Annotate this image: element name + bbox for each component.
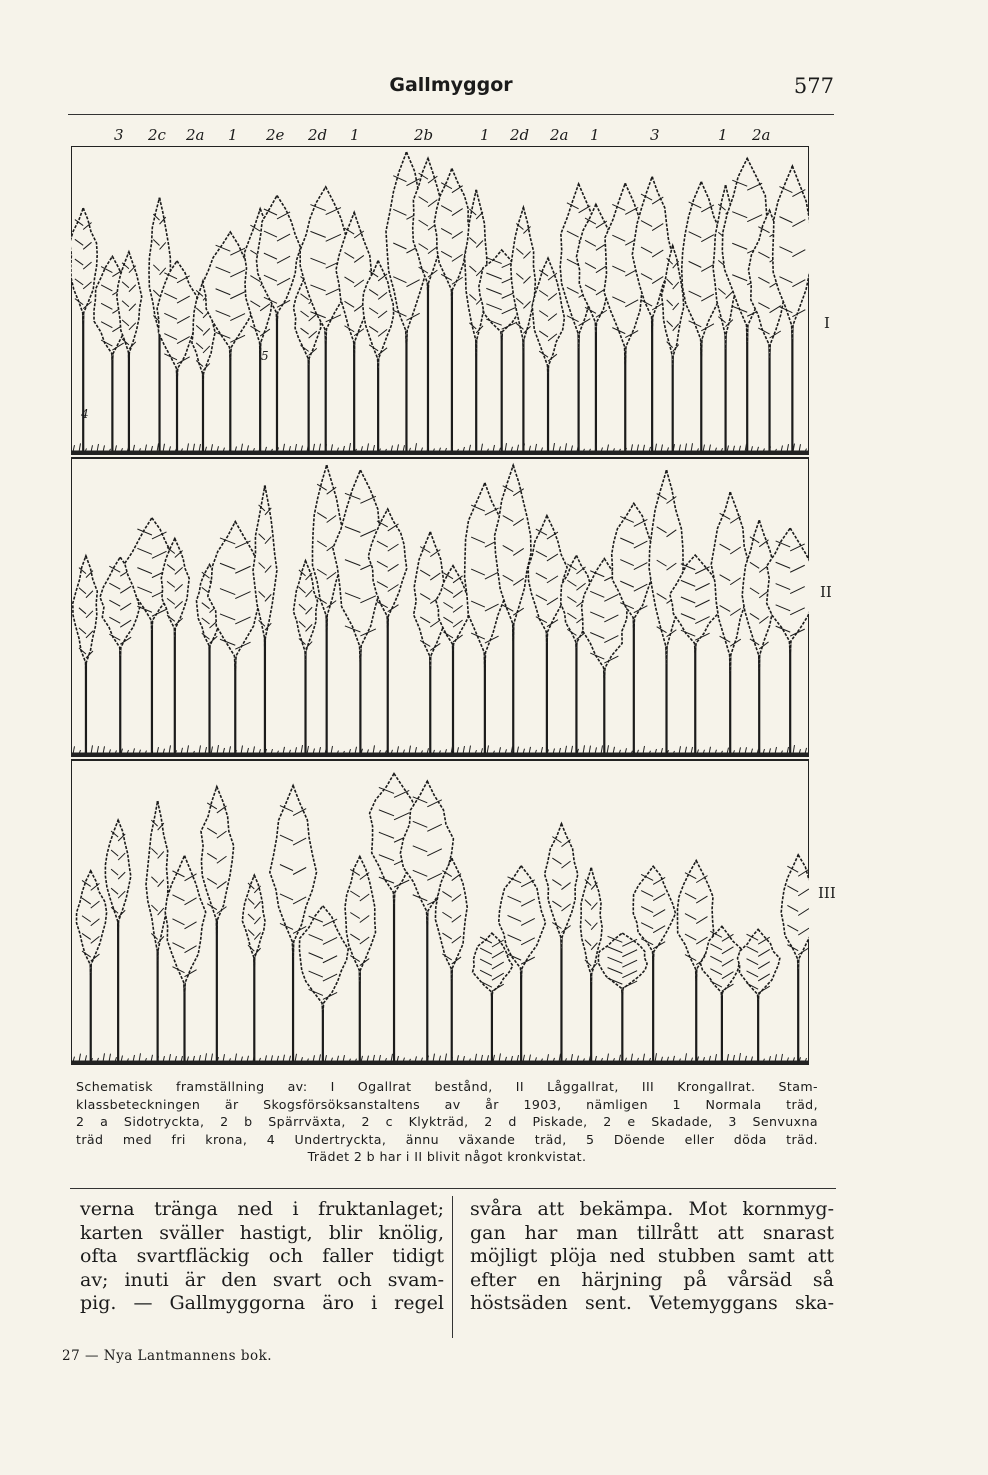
tree <box>73 556 98 753</box>
tree <box>738 929 780 1061</box>
stem-label: 2a <box>752 126 771 144</box>
caption-line: träd med fri krona, 4 Undertryckta, ännu växande träd, 5 Döende eller döda träd. <box>76 1131 818 1147</box>
body-line: höstsäden sent. Vetemyggans ska- <box>470 1292 834 1315</box>
tree <box>313 465 343 753</box>
tree <box>161 539 189 754</box>
running-title: Gallmyggor <box>389 74 513 96</box>
tree <box>333 470 388 753</box>
caption-line: Trädet 2 b har i II blivit något kronkvistat. <box>307 1149 587 1165</box>
stem-label: 3 <box>114 126 124 144</box>
stem-label: 3 <box>650 126 660 144</box>
body-column-left <box>80 1198 444 1316</box>
tree <box>242 875 265 1061</box>
stem-label: 2e <box>266 126 285 144</box>
stem-label: 2d <box>308 126 328 144</box>
body-line: pig. — Gallmyggorna äro i regel <box>80 1292 444 1315</box>
forest-panel-2 <box>71 458 809 756</box>
tree <box>165 856 206 1061</box>
tree <box>711 492 749 753</box>
tree <box>363 261 394 451</box>
tree <box>670 555 718 753</box>
stem-label: 1 <box>480 126 490 144</box>
figure-caption <box>76 1078 818 1166</box>
tree <box>436 566 471 753</box>
tree <box>77 871 107 1061</box>
stem-label: 1 <box>718 126 728 144</box>
tree <box>345 856 376 1061</box>
stem-label: 2c <box>148 126 166 144</box>
tree <box>368 509 406 753</box>
tree <box>545 824 578 1061</box>
tree <box>157 261 197 451</box>
tree <box>270 786 317 1061</box>
stem-class-labels <box>68 126 834 148</box>
body-line: gan har man tillrått att snarast <box>470 1221 834 1244</box>
panel-label-2: II <box>820 583 832 601</box>
stem-label: 2b <box>414 126 434 144</box>
column-rule <box>452 1196 453 1338</box>
panel-label-3: III <box>818 884 836 902</box>
tree <box>299 906 348 1061</box>
tree <box>201 787 234 1061</box>
tree <box>414 532 447 753</box>
inner-stem-label: 5 <box>261 349 269 363</box>
tree <box>465 190 488 451</box>
stem-label: 2a <box>550 126 569 144</box>
body-line: efter en härjning på vårsäd så <box>470 1268 834 1291</box>
tree <box>473 933 513 1061</box>
page-number: 577 <box>793 74 834 98</box>
body-line: ofta svartfläckig och faller tidigt <box>80 1245 444 1268</box>
forest-panel-3 <box>71 760 809 1064</box>
page-footer: 27 — Nya Lantmannens bok. <box>62 1348 273 1364</box>
tree <box>336 212 372 451</box>
tree <box>293 561 317 753</box>
caption-line: klassbeteckningen är Skogsförsöksanstaltens av år 1903, nämligen 1 Normala träd, <box>76 1096 818 1112</box>
stem-label: 1 <box>350 126 360 144</box>
body-line: karten sväller hastigt, blir knölig, <box>80 1221 444 1244</box>
forest-panel-1 <box>71 146 809 454</box>
stem-label: 2a <box>186 126 205 144</box>
tree <box>528 516 567 753</box>
body-line: möjligt plöja ned stubben samt att <box>470 1245 834 1268</box>
body-line: av; inuti är den svart och svam- <box>80 1268 444 1291</box>
tree <box>253 485 277 753</box>
tree <box>105 820 130 1061</box>
tree <box>146 801 168 1061</box>
page-header <box>68 74 834 115</box>
body-line: svåra att bekämpa. Mot kornmyg- <box>470 1198 834 1220</box>
body-line: verna tränga ned i fruktanlaget; <box>80 1198 444 1220</box>
tree <box>781 855 809 1061</box>
tree <box>434 168 471 451</box>
panel-label-1: I <box>824 314 830 332</box>
tree <box>117 252 142 451</box>
caption-line: 2 a Sidotryckta, 2 b Spärrväxta, 2 c Klykträd, 2 d Piskade, 2 e Skadade, 3 Senvuxna <box>76 1114 818 1130</box>
caption-line: Schematisk framställning av: I Ogallrat bestånd, II Låggallrat, III Krongallrat. Stam- <box>76 1079 818 1094</box>
forest-illustration <box>71 146 809 1066</box>
stem-label: 1 <box>590 126 600 144</box>
inner-stem-label: 4 <box>81 407 89 421</box>
stem-label: 2d <box>510 126 530 144</box>
body-column-right <box>470 1198 834 1316</box>
forest-drawing <box>71 146 809 1066</box>
tree <box>598 933 647 1061</box>
tree <box>532 258 564 451</box>
tree <box>511 207 536 451</box>
stem-label: 1 <box>228 126 238 144</box>
tree <box>767 528 809 753</box>
caption-rule <box>70 1188 836 1189</box>
tree <box>435 858 467 1061</box>
